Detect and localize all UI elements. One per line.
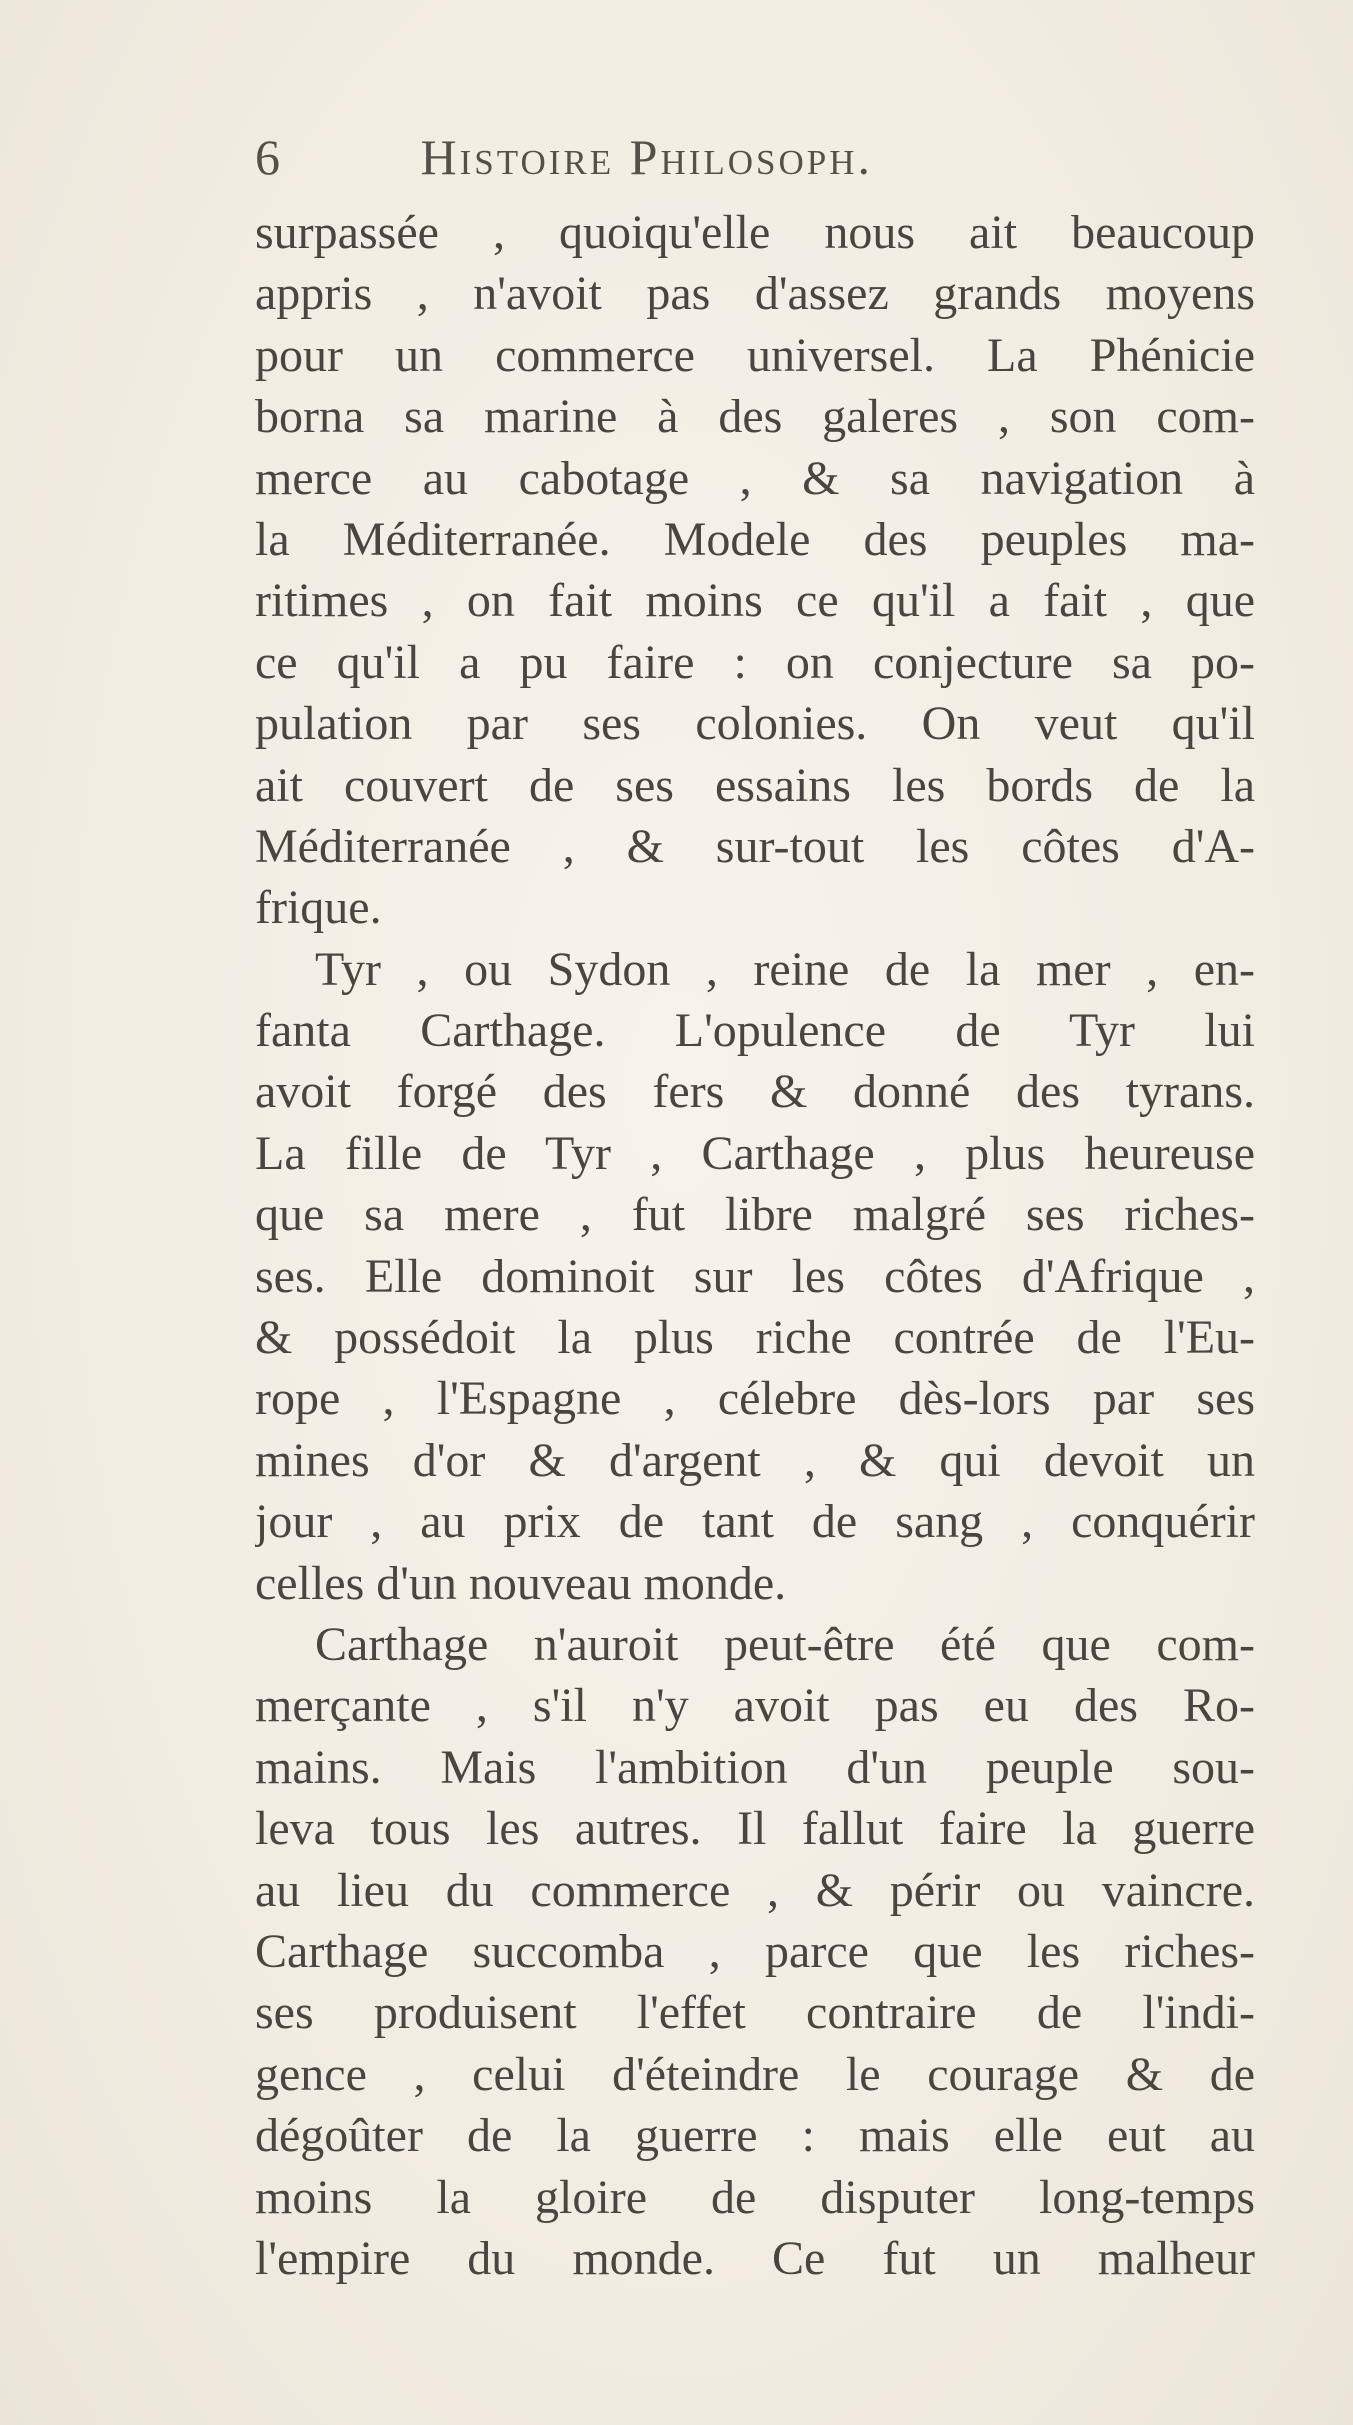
text-line: rope , l'Espagne , célebre dès-lors par ses [255, 1372, 1255, 1426]
text-line: celles d'un nouveau monde. [255, 1556, 787, 1610]
text-line: la Méditerranée. Modele des peuples ma- [255, 512, 1255, 566]
text-line: Tyr , ou Sydon , reine de la mer , en- [315, 942, 1255, 996]
text-line: jour , au prix de tant de sang , conquérir [255, 1495, 1255, 1549]
text-line: pour un commerce universel. La Phénicie [255, 328, 1255, 382]
page-number: 6 [255, 129, 283, 185]
text-line: ait couvert de ses essains les bords de la [255, 758, 1255, 812]
text-line: ses produisent l'effet contraire de l'indi- [255, 1986, 1255, 2040]
text-line: & possédoit la plus riche contrée de l'Eu- [255, 1311, 1255, 1365]
text-line: l'empire du monde. Ce fut un malheur [255, 2231, 1255, 2285]
running-title: Histoire Philosoph. [420, 129, 874, 185]
text-line: mines d'or & d'argent , & qui devoit un [255, 1433, 1255, 1487]
text-line: pulation par ses colonies. On veut qu'il [255, 697, 1255, 751]
text-line: La fille de Tyr , Carthage , plus heureuse [255, 1126, 1255, 1180]
text-line: dégoûter de la guerre : mais elle eut au [255, 2109, 1255, 2163]
text-line: appris , n'avoit pas d'assez grands moyens [255, 267, 1255, 321]
text-line: borna sa marine à des galeres , son com- [255, 390, 1255, 444]
text-line: avoit forgé des fers & donné des tyrans. [255, 1065, 1255, 1119]
text-line: Méditerranée , & sur-tout les côtes d'A- [255, 819, 1255, 873]
text-line: Carthage n'auroit peut-être été que com- [315, 1617, 1255, 1671]
page-header [255, 128, 1255, 188]
text-line: surpassée , quoiqu'elle nous ait beaucoup [255, 206, 1255, 259]
text-line: leva tous les autres. Il fallut faire la guerre [255, 1802, 1255, 1856]
text-line: au lieu du commerce , & périr ou vaincre. [255, 1863, 1255, 1917]
text-line: ce qu'il a pu faire : on conjecture sa po- [255, 635, 1255, 689]
text-line: merce au cabotage , & sa navigation à [255, 451, 1255, 505]
text-line: moins la gloire de disputer long-temps [255, 2170, 1255, 2224]
text-line: frique. [255, 881, 382, 935]
text-line: mains. Mais l'ambition d'un peuple sou- [255, 1740, 1255, 1794]
text-line: que sa mere , fut libre malgré ses riches- [255, 1188, 1255, 1242]
text-line: Carthage succomba , parce que les riches- [255, 1924, 1255, 1978]
text-line: fanta Carthage. L'opulence de Tyr lui [255, 1004, 1255, 1058]
text-line: ses. Elle dominoit sur les côtes d'Afrique , [255, 1249, 1255, 1303]
text-line: ritimes , on fait moins ce qu'il a fait , que [255, 574, 1255, 628]
body-text [255, 202, 1255, 2289]
text-line: gence , celui d'éteindre le courage & de [255, 2047, 1255, 2101]
text-line: merçante , s'il n'y avoit pas eu des Ro- [255, 1679, 1255, 1733]
